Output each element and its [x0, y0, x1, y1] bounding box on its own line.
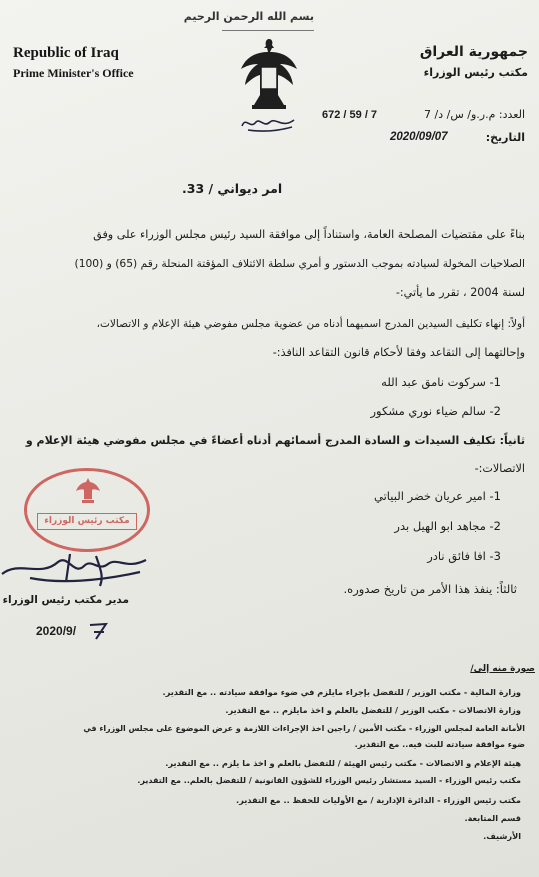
reference-label: العدد: م.ر.و/ س/ د/ 7: [424, 108, 525, 121]
copies-heading: صورة منه إلى/: [470, 664, 535, 674]
clause-third: ثالثاً: ينفذ هذا الأمر من تاريخ صدوره.: [343, 582, 517, 596]
copy-recipient: هيئة الإعلام و الاتصالات - مكتب رئيس الهيئة / للتفضل بالعلم و اخذ ما يلزم .. مع التقدير.: [165, 758, 521, 768]
intro-line: بناءً على مقتضيات المصلحة العامة، واستناداً إلى موافقة السيد رئيس مجلس الوزراء على وفق: [93, 228, 525, 241]
date-label: التاريخ:: [485, 131, 525, 144]
header-country-ar: جمهورية العراق: [419, 44, 528, 60]
name-list-item: 2- مجاهد ابو الهيل بدر: [394, 519, 501, 533]
copy-recipient: وزارة الاتصالات - مكتب الوزير / للتفضل بالعلم و اخذ مايلزم .. مع التقدير.: [225, 705, 521, 715]
name-list-item: 1- امير عريان خضر البياتي: [374, 489, 501, 503]
signature-date: 2020/9/: [36, 624, 77, 638]
name-list-item: 3- افا فائق نادر: [427, 549, 501, 563]
order-title: امر ديواني / 33.: [182, 181, 283, 196]
copy-recipient: مكتب رئيس الوزراء - السيد مستشار رئيس الوزراء للشؤون القانونية / للتفضل بالعلم.. مع التقدير.: [137, 776, 521, 785]
signatory-title: مدير مكتب رئيس الوزراء: [2, 594, 129, 606]
copy-recipient: وزارة المالية - مكتب الوزير / للتفضل بإجراء مايلزم في ضوء موافقة سيادته .. مع التقدير.: [162, 687, 521, 697]
header-office-en: Prime Minister's Office: [13, 66, 134, 80]
basmala: بسم الله الرحمن الرحيم: [222, 4, 314, 31]
name-list-item: 2- سالم ضياء نوري مشكور: [370, 404, 501, 418]
name-list-item: 1- سركوت نامق عبد الله: [381, 375, 501, 389]
clause-first: وإحالتهما إلى التقاعد وفقا لأحكام قانون التقاعد النافذ:-: [272, 346, 525, 359]
copy-recipient: مكتب رئيس الوزراء - الدائرة الإدارية / مع الأوليات للحفظ .. مع التقدير.: [235, 795, 521, 805]
intro-line: الصلاحيات المخولة لسيادته بموجب الدستور و أمري سلطة الائتلاف المؤقتة المنحلة رقم (65) و (100): [74, 257, 525, 270]
header-office-ar: مكتب رئيس الوزراء: [423, 66, 528, 79]
stamp-text: مكتب رئيس الوزراء: [37, 513, 137, 530]
copy-recipient: الأمانة العامة لمجلس الوزراء - مكتب الأمين / راجين اخذ الإجراءات اللازمة و عرض الموضوع على مجلس الوزراء في: [83, 724, 525, 733]
copy-recipient: ضوء موافقة سيادته للبت فيه.. مع التقدير.: [354, 739, 525, 749]
clause-second: الاتصالات:-: [474, 462, 525, 475]
clause-second: ثانياً: تكليف السيدات و السادة المدرج أسمائهم أدناه أعضاءً في مجلس مفوضي هيئة الإعلام و: [25, 434, 525, 447]
intro-line: لسنة 2004 ، تقرر ما يأتي:-: [395, 286, 525, 299]
copy-recipient: قسم المتابعة.: [464, 813, 521, 823]
copy-recipient: الأرشيف.: [483, 831, 521, 841]
reference-number: 672 / 59 / 7: [322, 109, 378, 121]
header-country-en: Republic of Iraq: [13, 45, 119, 61]
date-value: 2020/09/07: [390, 131, 448, 143]
clause-first: أولاً: إنهاء تكليف السيدين المدرج اسميهما أدناه من عضوية مجلس مفوضي هيئة الإعلام و الاتصالات،: [96, 318, 525, 330]
